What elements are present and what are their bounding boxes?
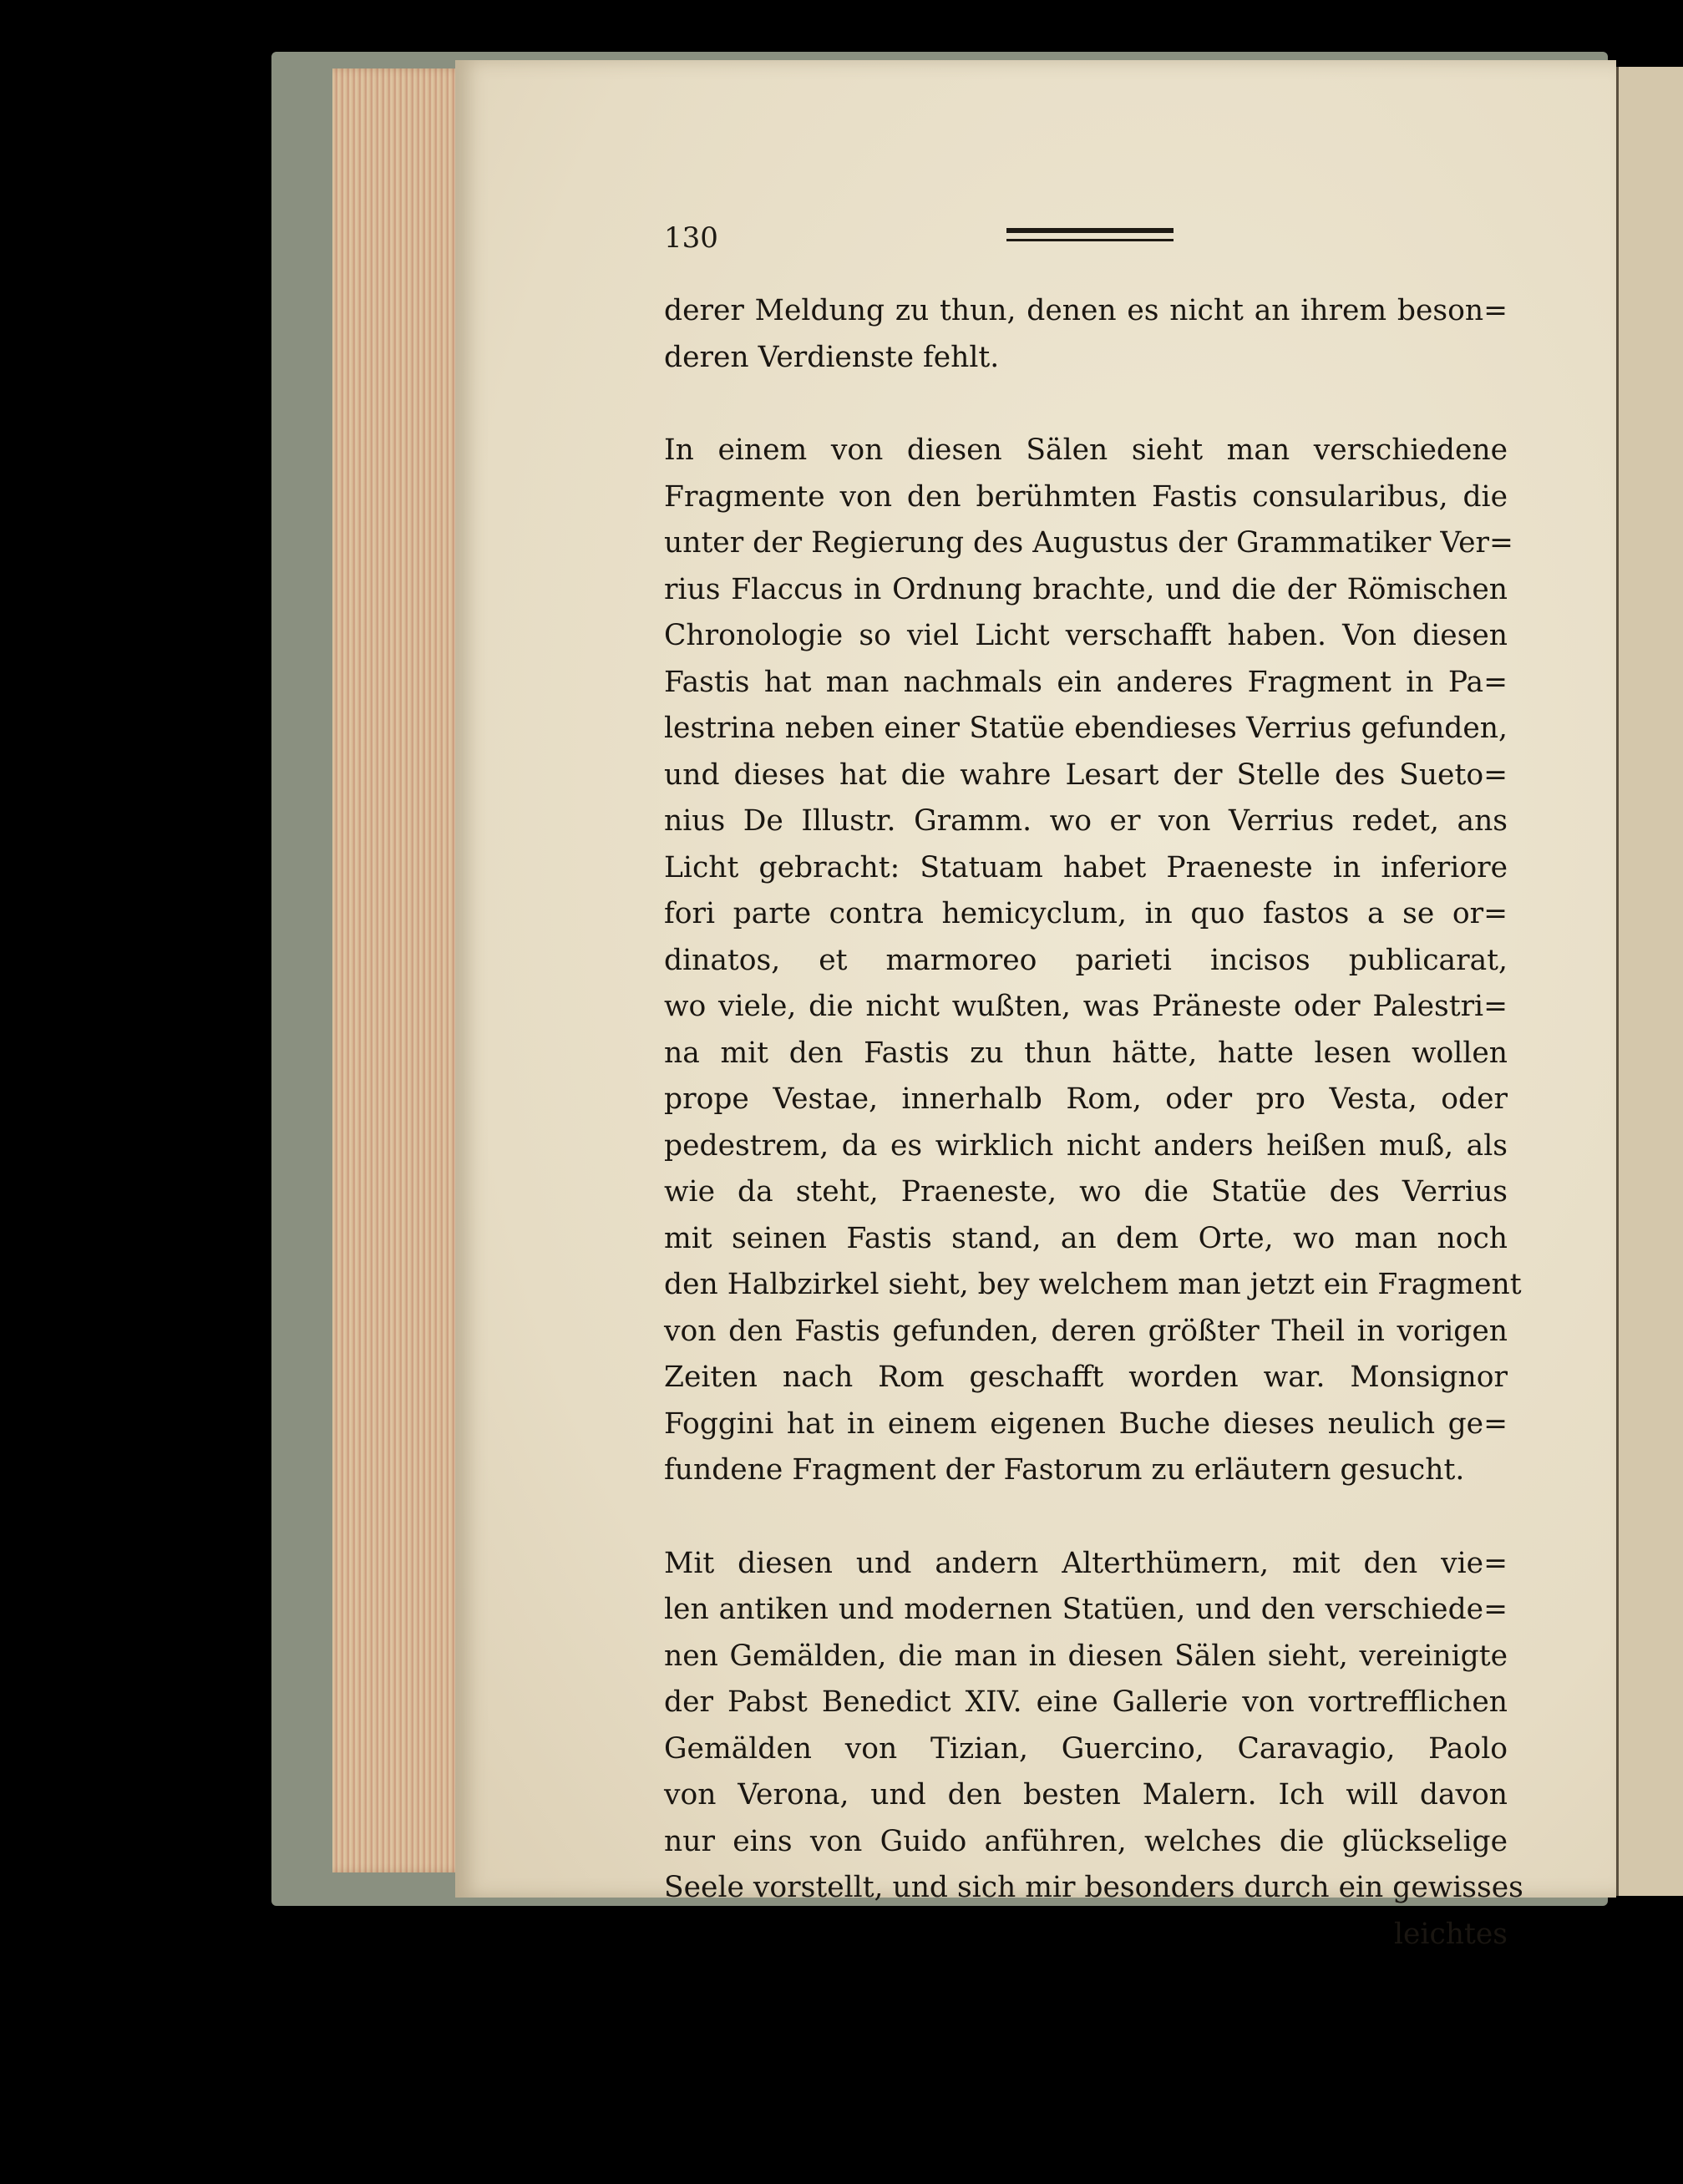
text-line: na mit den Fastis zu thun hätte, hatte lesen wollen <box>664 1036 1508 1070</box>
text-line: In einem von diesen Sälen sieht man verschiedene <box>664 433 1508 467</box>
text-line: prope Vestae, innerhalb Rom, oder pro Vesta, oder <box>664 1082 1508 1116</box>
text-line: deren Verdienste fehlt. <box>664 340 1000 374</box>
text-line: lestrina neben einer Statüe ebendieses Verrius gefunden, <box>664 712 1508 745</box>
body-text <box>664 288 1523 1958</box>
text-line: nur eins von Guido anführen, welches die glückselige <box>664 1824 1508 1858</box>
text-line: nen Gemälden, die man in diesen Sälen sieht, vereinigte <box>664 1639 1508 1673</box>
text-line: Zeiten nach Rom geschafft worden war. Monsignor <box>664 1361 1508 1394</box>
text-line: nius De Illustr. Gramm. wo er von Verrius redet, ans <box>664 804 1508 838</box>
text-line: Fastis hat man nachmals ein anderes Fragment in Pa= <box>664 665 1508 699</box>
page-header <box>664 221 1182 255</box>
text-line: Seele vorstellt, und sich mir besonders durch ein gewisses <box>664 1871 1523 1904</box>
text-line: wie da steht, Praeneste, wo die Statüe des Verrius <box>664 1175 1508 1209</box>
text-line: von Verona, und den besten Malern. Ich will davon <box>664 1778 1508 1812</box>
header-rule <box>1006 228 1174 241</box>
paragraph-3 <box>664 1541 1523 1959</box>
text-line: Mit diesen und andern Alterthümern, mit den vie= <box>664 1546 1508 1580</box>
page-number: 130 <box>664 221 718 255</box>
paragraph-1 <box>664 288 1508 381</box>
text-line: unter der Regierung des Augustus der Grammatiker Ver= <box>664 526 1513 560</box>
text-line: dinatos, et marmoreo parieti incisos publicarat, <box>664 943 1508 977</box>
facing-page-edge <box>1616 67 1683 1896</box>
text-line: wo viele, die nicht wußten, was Präneste oder Palestri= <box>664 990 1508 1023</box>
text-line: Chronologie so viel Licht verschafft haben. Von diesen <box>664 619 1508 652</box>
page-edges <box>332 68 466 1872</box>
text-line: Fragmente von den berühmten Fastis consularibus, die <box>664 479 1508 514</box>
text-line: rius Flaccus in Ordnung brachte, und die der Römischen <box>664 572 1508 606</box>
text-line: Licht gebracht: Statuam habet Praeneste in inferiore <box>664 850 1508 884</box>
text-line: fundene Fragment der Fastorum zu erläutern gesucht. <box>664 1453 1465 1487</box>
text-line: pedestrem, da es wirklich nicht anders heißen muß, als <box>664 1128 1508 1163</box>
text-line: Gemälden von Tizian, Guercino, Caravagio, Paolo <box>664 1731 1508 1766</box>
text-line: fori parte contra hemicyclum, in quo fastos a se or= <box>664 897 1508 930</box>
text-line: derer Meldung zu thun, denen es nicht an ihrem beson= <box>664 294 1508 327</box>
paragraph-2 <box>664 428 1522 1494</box>
text-line: mit seinen Fastis stand, an dem Orte, wo man noch <box>664 1221 1508 1255</box>
text-line: der Pabst Benedict XIV. eine Gallerie von vortrefflichen <box>664 1685 1508 1719</box>
catchword: leichtes <box>1393 1917 1508 1951</box>
text-line: den Halbzirkel sieht, bey welchem man jetzt ein Fragment <box>664 1268 1522 1301</box>
text-line: Foggini hat in einem eigenen Buche dieses neulich ge= <box>664 1406 1508 1441</box>
text-line: von den Fastis gefunden, deren größter Theil in vorigen <box>664 1314 1508 1348</box>
text-line: und dieses hat die wahre Lesart der Stelle des Sueto= <box>664 758 1508 792</box>
text-line: len antiken und modernen Statüen, und den verschiede= <box>664 1593 1508 1626</box>
